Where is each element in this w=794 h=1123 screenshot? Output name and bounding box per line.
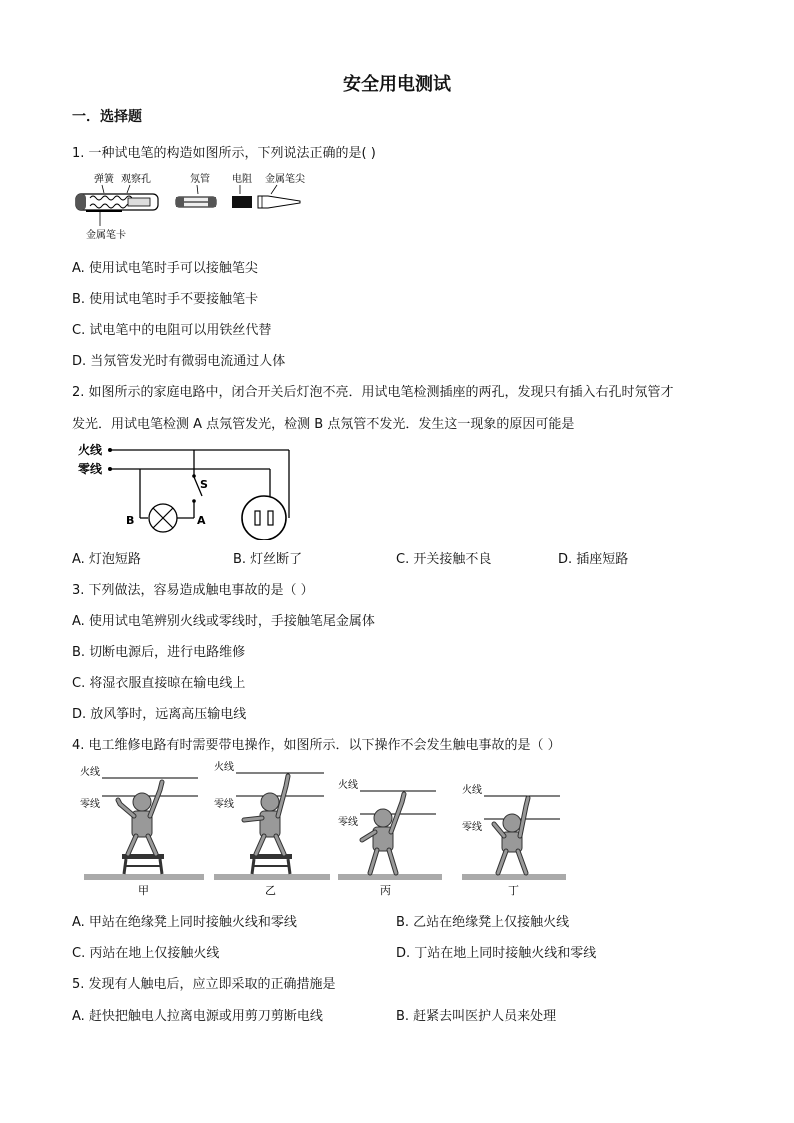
q1-option-c: C. 试电笔中的电阻可以用铁丝代替 bbox=[72, 323, 272, 338]
q2-stem-line2: 发光．用试电笔检测 A 点氖管发光，检测 B 点氖管不发光．发生这一现象的原因可能是 bbox=[72, 417, 575, 432]
q1-option-a: A. 使用试电笔时手可以接触笔尖 bbox=[72, 261, 258, 276]
q4-stem: 4. 电工维修电路有时需要带电操作，如图所示．以下操作不会发生触电事故的是（ ） bbox=[72, 738, 561, 753]
label-neutral: 零线 bbox=[78, 462, 103, 476]
label-neon: 氖管 bbox=[190, 174, 210, 185]
panel-ding bbox=[462, 783, 566, 897]
q4-option-a: A. 甲站在绝缘凳上同时接触火线和零线 bbox=[72, 915, 297, 930]
label-tip: 金属笔尖 bbox=[265, 174, 305, 185]
q2-option-b: B. 灯丝断了 bbox=[233, 552, 303, 567]
p1-label-live: 火线 bbox=[80, 767, 100, 778]
panel-jia bbox=[80, 765, 204, 897]
label-window: 观察孔 bbox=[121, 174, 151, 185]
label-point-a: A bbox=[197, 514, 206, 527]
p3-label-live: 火线 bbox=[338, 780, 358, 791]
p4-label-live: 火线 bbox=[462, 785, 482, 796]
q4-option-d: D. 丁站在地上同时接触火线和零线 bbox=[396, 946, 597, 961]
q1-option-d: D. 当氖管发光时有微弱电流通过人体 bbox=[72, 354, 286, 369]
q3-option-a: A. 使用试电笔辨别火线或零线时，手接触笔尾金属体 bbox=[72, 614, 375, 629]
q4-option-b: B. 乙站在绝缘凳上仅接触火线 bbox=[396, 915, 570, 930]
pen-body bbox=[76, 194, 158, 211]
label-clip: 金属笔卡 bbox=[86, 230, 126, 241]
resistor bbox=[232, 196, 252, 208]
neon-tube bbox=[176, 197, 216, 207]
page-title: 安全用电测试 bbox=[343, 74, 451, 95]
q4-option-c: C. 丙站在地上仅接触火线 bbox=[72, 946, 220, 961]
p2-label: 乙 bbox=[265, 884, 276, 897]
label-point-b: B bbox=[126, 514, 135, 527]
panel-bing bbox=[338, 778, 442, 897]
q5-option-a: A. 赶快把触电人拉离电源或用剪刀剪断电线 bbox=[72, 1009, 323, 1024]
p2-label-neutral: 零线 bbox=[214, 799, 234, 810]
panel-yi bbox=[214, 760, 330, 897]
q3-option-c: C. 将湿衣服直接晾在输电线上 bbox=[72, 676, 246, 691]
q2-stem-line1: 2. 如图所示的家庭电路中，闭合开关后灯泡不亮．用试电笔检测插座的两孔，发现只有插入右孔时氖管才 bbox=[72, 385, 674, 400]
p3-label: 丙 bbox=[380, 884, 391, 897]
metal-tip bbox=[258, 196, 300, 208]
label-switch: S bbox=[200, 478, 208, 491]
p4-label-neutral: 零线 bbox=[462, 822, 482, 833]
q2-option-d: D. 插座短路 bbox=[558, 552, 629, 567]
p4-label: 丁 bbox=[508, 884, 519, 897]
q3-option-b: B. 切断电源后，进行电路维修 bbox=[72, 645, 246, 660]
q2-option-c: C. 开关接触不良 bbox=[396, 552, 492, 567]
p1-label: 甲 bbox=[138, 884, 149, 897]
label-spring: 弹簧 bbox=[94, 174, 114, 185]
q2-option-a: A. 灯泡短路 bbox=[72, 552, 141, 567]
p2-label-live: 火线 bbox=[214, 762, 234, 773]
q4-electrician-figure bbox=[80, 760, 570, 898]
q5-stem: 5. 发现有人触电后，应立即采取的正确措施是 bbox=[72, 977, 336, 992]
label-resistor: 电阻 bbox=[232, 174, 252, 185]
label-live: 火线 bbox=[78, 443, 103, 457]
q3-option-d: D. 放风筝时，远离高压输电线 bbox=[72, 707, 247, 722]
p3-label-neutral: 零线 bbox=[338, 817, 358, 828]
q1-test-pen-figure bbox=[72, 168, 322, 242]
p1-label-neutral: 零线 bbox=[80, 799, 100, 810]
q1-option-b: B. 使用试电笔时手不要接触笔卡 bbox=[72, 292, 259, 307]
section-heading: 一．选择题 bbox=[72, 109, 142, 125]
q3-stem: 3. 下列做法，容易造成触电事故的是（ ） bbox=[72, 583, 314, 598]
q1-stem: 1. 一种试电笔的构造如图所示，下列说法正确的是( ) bbox=[72, 146, 376, 161]
q2-circuit-figure bbox=[76, 440, 306, 540]
socket-icon bbox=[242, 496, 286, 540]
q5-option-b: B. 赶紧去叫医护人员来处理 bbox=[396, 1009, 557, 1024]
